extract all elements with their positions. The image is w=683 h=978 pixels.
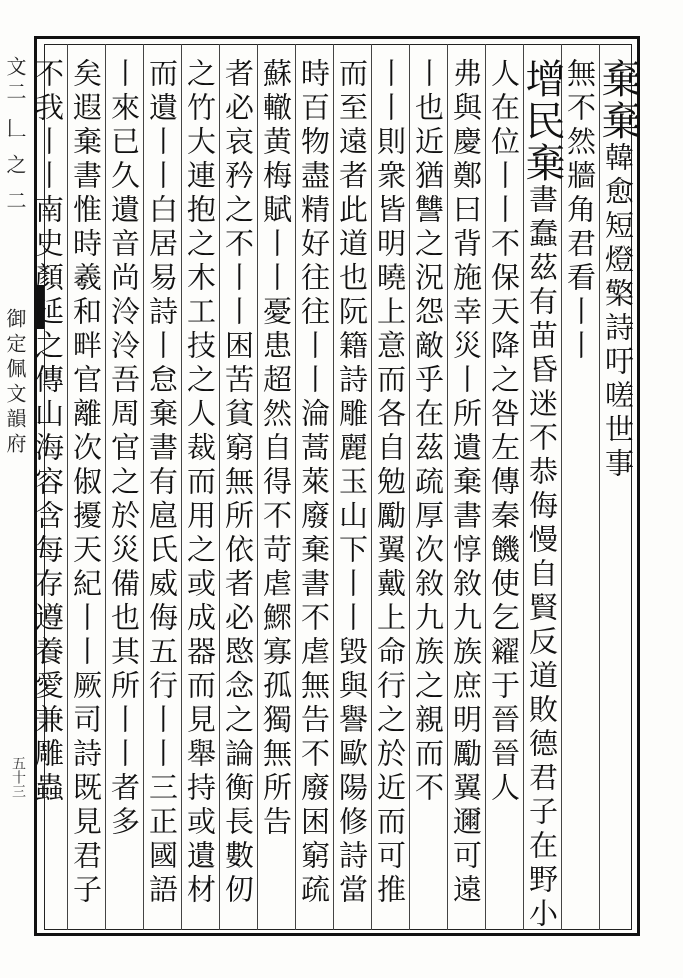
headword: 增民棄 <box>519 58 565 184</box>
column-rule <box>447 44 448 930</box>
page-folio-number: 五十三 <box>10 756 26 798</box>
text-column <box>334 58 370 908</box>
text-column <box>372 58 408 908</box>
column-rule <box>485 44 486 930</box>
column-rule <box>409 44 410 930</box>
text-column <box>595 58 641 482</box>
column-rule <box>105 44 106 930</box>
column-rule <box>333 44 334 930</box>
column-text: 不我丨丨南史顏延之傳山海容含每存遵養愛兼雕蟲 <box>31 58 65 806</box>
text-column <box>30 58 66 806</box>
column-text: 丨也近猶讐之況怨敵乎在茲疏厚次敘九族之親而不 <box>411 58 445 806</box>
column-text: 丨來已久遺音尚泠泠吾周官之於災備也其所丨丨者多 <box>107 58 141 840</box>
headword: 棄棄 <box>595 58 641 142</box>
column-text: 矣遐棄書惟時羲和畔官離次俶擾天紀丨丨厥司詩既見君子 <box>69 58 103 908</box>
column-rule <box>257 44 258 930</box>
column-text: 時百物盡精好往往丨丨淪蒿萊廢棄書不虐無告不廢困窮疏 <box>297 58 331 908</box>
column-text: 而至遠者此道也阮籍詩雕麗玉山下丨丨毀與譽歐陽修詩當 <box>335 58 369 908</box>
margin-book-subtitle: 御定佩文韻府 <box>3 308 27 458</box>
column-text: 人在位丨丨不保天降之咎左傳秦饑使乞糴于晉晉人 <box>487 58 521 806</box>
column-rule <box>219 44 220 930</box>
text-column <box>410 58 446 806</box>
text-column <box>486 58 522 806</box>
text-column <box>519 58 565 932</box>
column-text: 無不然牆角君看丨丨 <box>563 58 597 364</box>
column-text: 書蠢茲有苗昏迷不恭侮慢自賢反道敗德君子在野小 <box>525 184 559 932</box>
text-column <box>258 58 294 840</box>
column-text: 蘇轍黄梅賦丨丨憂患超然自得不苛虐鰥寡孤獨無所告 <box>259 58 293 840</box>
column-rule <box>143 44 144 930</box>
column-text: 弗與慶鄭曰背施幸災丨所遺棄書惇敘九族庶明勵翼邇可遠 <box>449 58 483 908</box>
column-rule <box>181 44 182 930</box>
column-text: 丨丨則衆皆明曉上意而各自勉勵翼戴上命行之於近而可推 <box>373 58 407 908</box>
column-rule <box>295 44 296 930</box>
column-text: 之竹大連抱之木工技之人裁而用之或成器而見舉持或遺材 <box>183 58 217 908</box>
column-text: 者必哀矜之不丨丨困苦貧窮無所依者必愍念之論衡長數仞 <box>221 58 255 908</box>
column-rule <box>67 44 68 930</box>
column-rule <box>371 44 372 930</box>
text-column <box>106 58 142 840</box>
column-rule <box>599 44 600 930</box>
text-column <box>296 58 332 908</box>
margin-top-text: 文二 𠃊 之 二 <box>3 56 27 216</box>
text-column <box>562 58 598 364</box>
text-column <box>144 58 180 908</box>
text-column <box>448 58 484 908</box>
text-column <box>182 58 218 908</box>
text-column <box>68 58 104 908</box>
column-text: 而遺丨丨白居易詩丨怠棄書有扈氏威侮五行丨丨三正國語 <box>145 58 179 908</box>
text-column <box>220 58 256 908</box>
column-text: 韓愈短燈檠詩吁嗟世事 <box>601 142 635 482</box>
column-rule <box>523 44 524 930</box>
